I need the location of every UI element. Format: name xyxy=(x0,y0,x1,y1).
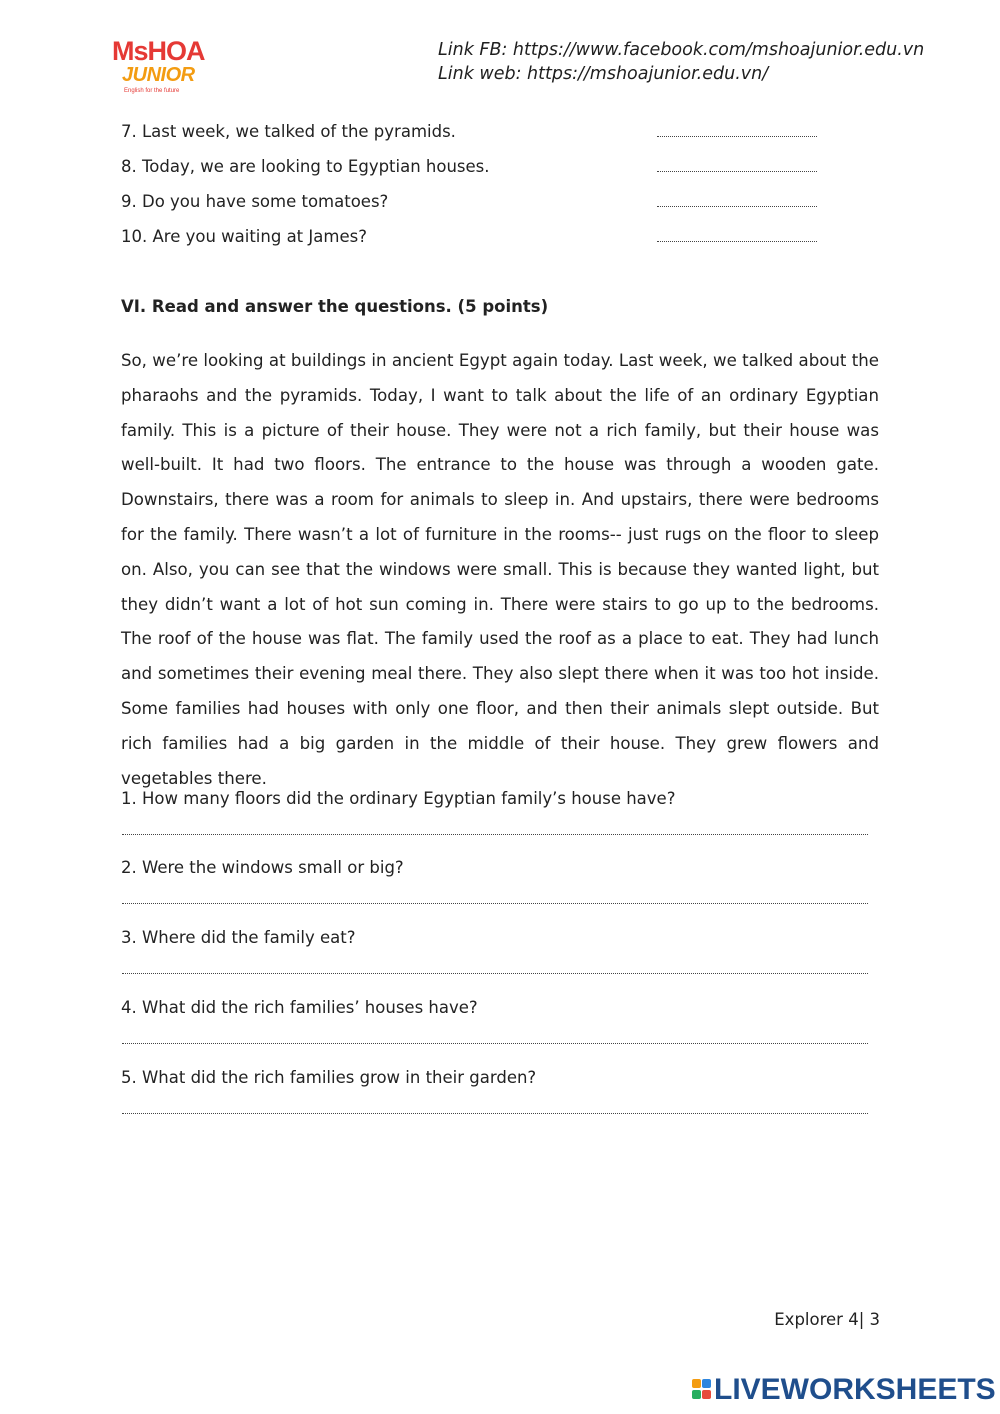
section-title: VI. Read and answer the questions. (5 points) xyxy=(121,297,549,316)
website-link[interactable]: Link web: https://mshoajunior.edu.vn/ xyxy=(438,64,769,84)
answer-blank[interactable] xyxy=(657,136,817,137)
mshoa-junior-logo xyxy=(110,36,230,98)
exercise-item xyxy=(121,190,821,214)
question-3: 3. Where did the family eat? xyxy=(121,928,356,947)
logo-tagline: English for the future xyxy=(124,88,180,94)
item-text: 7. Last week, we talked of the pyramids. xyxy=(121,122,456,141)
answer-line-1[interactable] xyxy=(122,834,868,835)
question-5: 5. What did the rich families grow in their garden? xyxy=(121,1068,537,1087)
answer-blank[interactable] xyxy=(657,241,817,242)
liveworksheets-icon xyxy=(692,1379,712,1401)
answer-blank[interactable] xyxy=(657,171,817,172)
exercise-item xyxy=(121,225,821,249)
header-links xyxy=(438,38,958,86)
question-4: 4. What did the rich families’ houses have? xyxy=(121,998,478,1017)
answer-blank[interactable] xyxy=(657,206,817,207)
logo-line2: JUNIOR xyxy=(122,64,195,86)
question-2: 2. Were the windows small or big? xyxy=(121,858,404,877)
answer-line-3[interactable] xyxy=(122,973,868,974)
liveworksheets-wordmark: LIVEWORKSHEETS xyxy=(714,1373,996,1406)
item-text: 9. Do you have some tomatoes? xyxy=(121,192,389,211)
answer-line-2[interactable] xyxy=(122,903,868,904)
answer-line-4[interactable] xyxy=(122,1043,868,1044)
item-text: 10. Are you waiting at James? xyxy=(121,227,367,246)
answer-line-5[interactable] xyxy=(122,1113,868,1114)
logo-line1: MsHOA xyxy=(112,36,205,66)
page-number: Explorer 4| 3 xyxy=(774,1310,880,1329)
reading-passage: So, we’re looking at buildings in ancient Egypt again today. Last week, we talked about the pharaohs and the pyramids. Today, I want to talk about the life of an ordinary Egyptian family. This is a picture of their house. They were not a rich family, but their house was well-built. It had two floors. The entrance to the house was through a wooden gate. Downstairs, there was a room for animals to sleep in. And upstairs, there were bedrooms for the family. There wasn’t a lot of furniture in the rooms-- just rugs on the floor to sleep on. Also, you can see that the windows were small. This is because they wanted light, but they didn’t want a lot of hot sun coming in. There were stairs to go up to the bedrooms. The roof of the house was flat. The family used the roof as a place to eat. They had lunch and sometimes their evening meal there. They also slept there when it was too hot inside. Some families had houses with only one floor, and then their animals slept outside. But rich families had a big garden in the middle of their house. They grew flowers and vegetables there. xyxy=(121,351,879,788)
exercise-item xyxy=(121,120,821,144)
facebook-link[interactable]: Link FB: https://www.facebook.com/mshoajunior.edu.vn xyxy=(438,40,925,60)
item-text: 8. Today, we are looking to Egyptian houses. xyxy=(121,157,490,176)
question-1: 1. How many floors did the ordinary Egyptian family’s house have? xyxy=(121,789,676,808)
liveworksheets-logo xyxy=(692,1373,996,1406)
exercise-item xyxy=(121,155,821,179)
